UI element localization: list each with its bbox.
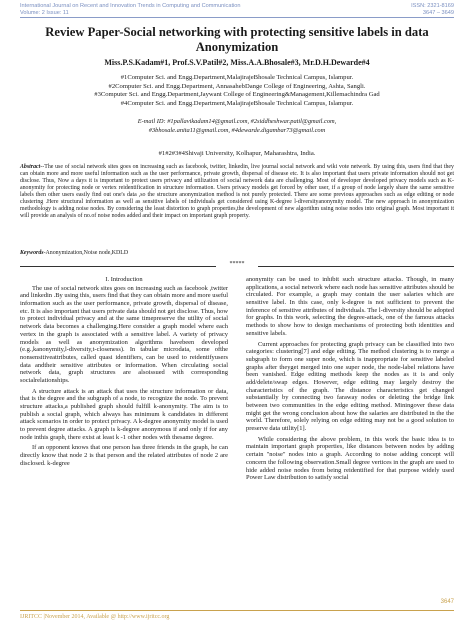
journal-volume: Volume: 2 Issue: 11 <box>20 9 69 16</box>
footer-citation: IJRITCC |November 2014, Available @ http://www.ijritcc.org <box>20 614 170 620</box>
affiliations <box>20 74 454 108</box>
body-paragraph: Current approaches for protecting graph privacy can be classified into two categories: clustering[7] and edge editing. The method clustering is to merge a subgraph to form one super node, which is inappropriate for sensitive labeled graphs after theyget merged into one super node, the node-label relations have been vanished. Edge editing methods keep the nodes as it is and only add/delete/swap edges. However, edge editing may largely destroy the characteristics of the graph. The distance characteristics get changed substantially by connecting two faraway nodes or deleting the bridge link between two communities in the edge editing method. Miningover these data might get the wrong conclusion about how the salaries are distributed in the the world. Therefore, solely relying on edge editing may not be a good solution to preserve data utility[1]. <box>246 340 454 433</box>
affiliation-4: #4Computer Sci. and Engg.Department,MalajirajeBhosale Technical Campus, Islampur. <box>120 99 354 107</box>
journal-name: International Journal on Recent and Innovation Trends in Computing and Communication <box>20 3 241 9</box>
affiliation-1: #1Computer Sci. and Engg.Department,MalajirajeBhosale Technical Campus, Islampur. <box>120 74 354 81</box>
keywords-label: Keywords <box>20 250 44 256</box>
separator-rule-right <box>258 266 454 267</box>
body-paragraph: If an opponent knows that one person has three friends in the graph, he can directly know that node 2 is that person and the related attributes of node 2 are disclosed. k-degree <box>20 444 228 467</box>
left-column <box>20 276 228 471</box>
keywords <box>20 250 454 256</box>
paper-title: Review Paper-Social networking with protecting sensitive labels in data Anonymization <box>45 25 429 54</box>
separator-stars: ***** <box>229 261 245 267</box>
abstract <box>20 164 454 220</box>
abstract-text: --The use of social network sites goes on increasing such as facebook, twitter, linkedin, live journal social network and wiki vote network. By using this, users find that they can obtain more and more useful information such as the user performance, private growth, dispersal of disease etc. It is also important that users private information should not get disclose. Thus, Now a days it is important to protect users privacy and utilization of social network data are challenging. Most of developer developed privacy models such as K-anonymity for protecting node or vertex reidentification in structure information. Users privacy models get forced by other user, if a group of node largely share the same sensitive labels then other users easily find out one's data ,so the structure anonymization method is not purely protected. There are some previous approaches such as edge editing or node clustering .Here structural information as well as sensitive labels of individuals get considered using K-degree l-diversityanonymity model. The new approach in anonymization methodology is adding noise nodes. By considering the least distortion to graph properties,the development of new algorithm using noise nodes into original graph. Most important it will provide an analysis of no.of noise nodes added and their impact on important graph property. <box>20 164 454 220</box>
keywords-text: -Anonymization,Noise node,KDLD <box>43 250 129 256</box>
author-emails <box>20 118 454 135</box>
journal-pages: 3647 – 3649 <box>422 9 454 16</box>
body-paragraph: A structure attack is an attack that uses the structure information or data, that is the degree and the subgraph of a node, to recognize the node. To prevent structure attacks,a published graph should fulfill k-anonymity. The aim is to publish a social graph, which always has minimum k candidates in different attack scenarios in order to protect privacy. A k-degree anonymity model is used to prevent degree attacks. A graph is k-degree anonymous if and only if for any node inthis graph, there exist at least k -1 other nodes with thesame degree. <box>20 387 228 441</box>
footer-rule <box>20 610 454 611</box>
email-line-2: #3bhosale.anita11@gmail.com, #4dewarde.digambar73@gmail.com <box>148 126 326 134</box>
journal-issn: ISSN: 2321-8169 <box>411 3 454 9</box>
body-paragraph: While considering the above problem, in this work the basic idea is to maintain important graph properties, like distances between nodes by adding certain "noise" nodes into a graph. According to noise adding concept will concern the following observation.Small degree vertices in the graph are used to hide added noise nodes from being reidentified for that purpose widely used Power Law distribution to satisfy social <box>246 435 454 482</box>
email-line-1: E-mail ID: #1pallavikadam14@gmail.com, #2siddheshwar.patil@gmail.com, <box>137 118 337 125</box>
section-heading-introduction: I. Introduction <box>105 276 143 283</box>
journal-info <box>20 3 240 16</box>
body-paragraph: anonymity can be used to inhibit such structure attacks. Though, in many applications, a social network where each node has sensitive attributes should be circulated. For example, a graph may contain the user salaries which are sensitive label. In this case, only k-degree is not sufficient to prevent the inference of sensitive attributes of individuals. The l-diversity should be adopted for graphs. In this work, selecting the degree-attack, one of the famous attacks methods to show how to design mechanisms of protecting both identities and sensitive labels. <box>246 276 454 337</box>
abstract-label: Abstract <box>20 164 41 170</box>
right-column <box>246 276 454 485</box>
page-number: 3647 <box>440 599 454 605</box>
journal-issn-block <box>411 3 454 16</box>
affiliation-2: #2Computer Sci. and Engg.Department, AnnasahebDange College of Engineering, Ashta, Sangli. <box>108 82 366 90</box>
page-footer <box>20 599 454 626</box>
university-line: #1#2#3#4Shivaji University, Kolhapur, Maharashtra, India. <box>158 150 316 157</box>
section-separator <box>20 262 454 270</box>
body-paragraph: The use of social network sites goes on increasing such as facebook ,twitter and linkedin .By using this, users find that they can obtain more and more useful information such as the user performance, private growth, dispersal of disease, etc. It is also important that users private data should not get disclose. Thus, how to protect individual privacy and at the same timepreserve the utility of social network data becomes a challenging.Here consider a graph model where each vertex in the graph is associated with a sensitive label. A variety of privacy models as well as anonymization algorithms havebeen developed (e.g.,kanonymity,l-diversity,t-closeness). In tabular microdata, some ofthe nonsensitiveattributes, called quasi identifiers, can be used to reidentifyusers data andtheir sensitive attributes or information. When circulating social network data, graph structures are alsoissued with corresponding socialrelationships. <box>20 284 228 384</box>
author-list: Miss.P.S.Kadam#1, Prof.S.V.Patil#2, Miss.A.A.Bhosale#3, Mr.D.H.Dewarde#4 <box>104 58 370 67</box>
affiliation-3: #3Computer Sci. and Engg.Department,Jaywant College of Engineering&Management,Killemachindra Gad <box>94 91 380 99</box>
header-rule <box>20 17 454 18</box>
